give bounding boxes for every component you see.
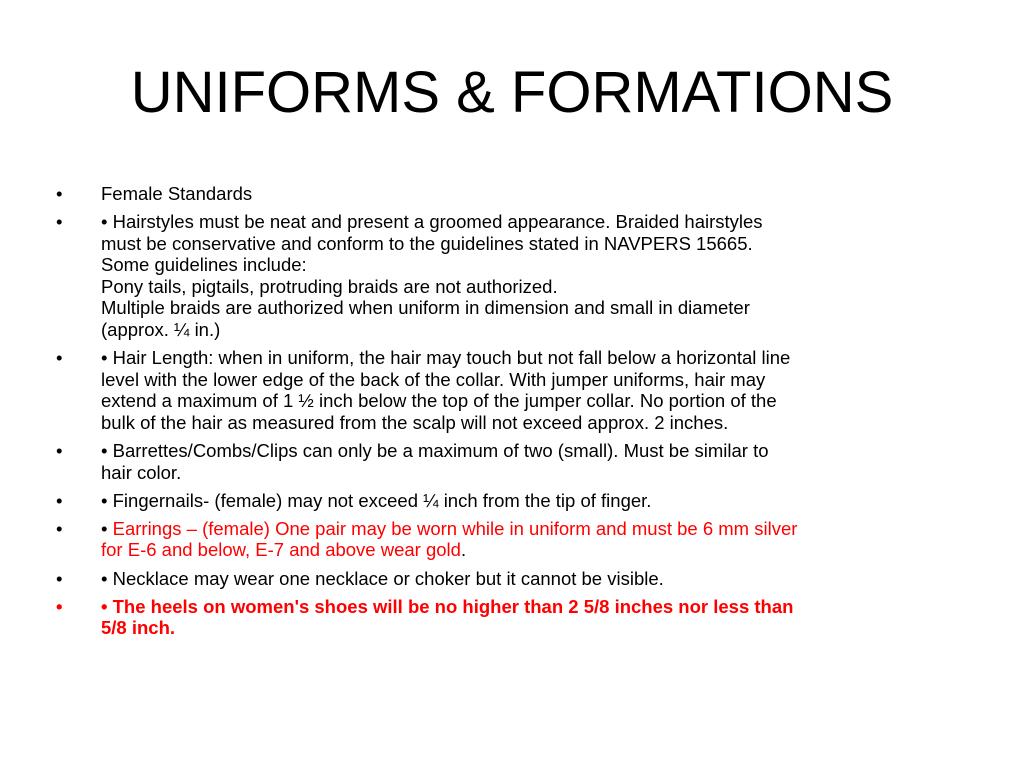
bullet-text: must be conservative and conform to the guidelines stated in NAVPERS 15665.: [101, 232, 753, 254]
bullet-text: • Barrettes/Combs/Clips can only be a maximum of two (small). Must be similar to: [101, 440, 769, 462]
bullet-hairstyles: [56, 211, 968, 341]
slide-title: UNIFORMS & FORMATIONS: [130, 60, 894, 125]
bullet-prefix: •: [101, 517, 113, 539]
bullet-text: Pony tails, pigtails, protruding braids are not authorized.: [101, 275, 558, 297]
bullet-fingernails: [56, 490, 968, 512]
bullet-text: hair color.: [101, 461, 182, 483]
bullet-text: bulk of the hair as measured from the scalp will not exceed approx. 2 inches.: [101, 411, 729, 433]
bullet-text: (approx. ¼ in.): [101, 319, 221, 341]
bullet-list: [56, 183, 968, 645]
bullet-earrings: [56, 518, 968, 561]
bullet-text: • Necklace may wear one necklace or choker but it cannot be visible.: [101, 567, 664, 589]
bullet-text: Some guidelines include:: [101, 254, 307, 276]
bullet-necklace: [56, 568, 968, 590]
bullet-text: Female Standards: [101, 183, 253, 204]
bullet-suffix: .: [460, 539, 467, 561]
bullet-barrettes: [56, 440, 968, 483]
bullet-text-line-1: [101, 518, 968, 540]
bullet-text: Multiple braids are authorized when uniform in dimension and small in diameter: [101, 297, 750, 319]
bullet-marker: •: [56, 440, 63, 462]
bullet-text: • Fingernails- (female) may not exceed ¼ inch from the tip of finger.: [101, 489, 652, 511]
bullet-marker: •: [56, 347, 63, 369]
bullet-female-standards: [56, 183, 968, 205]
bullet-text-line-2: [101, 539, 968, 561]
bullet-marker: •: [56, 567, 63, 589]
earrings-highlight-text: for E-6 and below, E-7 and above wear gold: [101, 539, 461, 561]
bullet-text: • Hair Length: when in uniform, the hair may touch but not fall below a horizontal line: [101, 347, 791, 369]
bullet-marker: •: [56, 595, 63, 617]
bullet-text: 5/8 inch.: [101, 617, 176, 639]
bullet-marker: •: [56, 211, 63, 233]
bullet-text: • The heels on women's shoes will be no higher than 2 5/8 inches nor less than: [101, 595, 794, 617]
bullet-marker: •: [56, 517, 63, 539]
earrings-highlight-text: Earrings – (female) One pair may be worn while in uniform and must be 6 mm silver: [112, 517, 798, 539]
bullet-text: level with the lower edge of the back of the collar. With jumper uniforms, hair may: [101, 368, 766, 390]
bullet-marker: •: [56, 183, 63, 204]
bullet-text: • Hairstyles must be neat and present a groomed appearance. Braided hairstyles: [101, 211, 763, 233]
bullet-marker: •: [56, 489, 63, 511]
bullet-hair-length: [56, 347, 968, 433]
bullet-text: extend a maximum of 1 ½ inch below the top of the jumper collar. No portion of the: [101, 390, 777, 412]
bullet-heels: [56, 596, 968, 639]
